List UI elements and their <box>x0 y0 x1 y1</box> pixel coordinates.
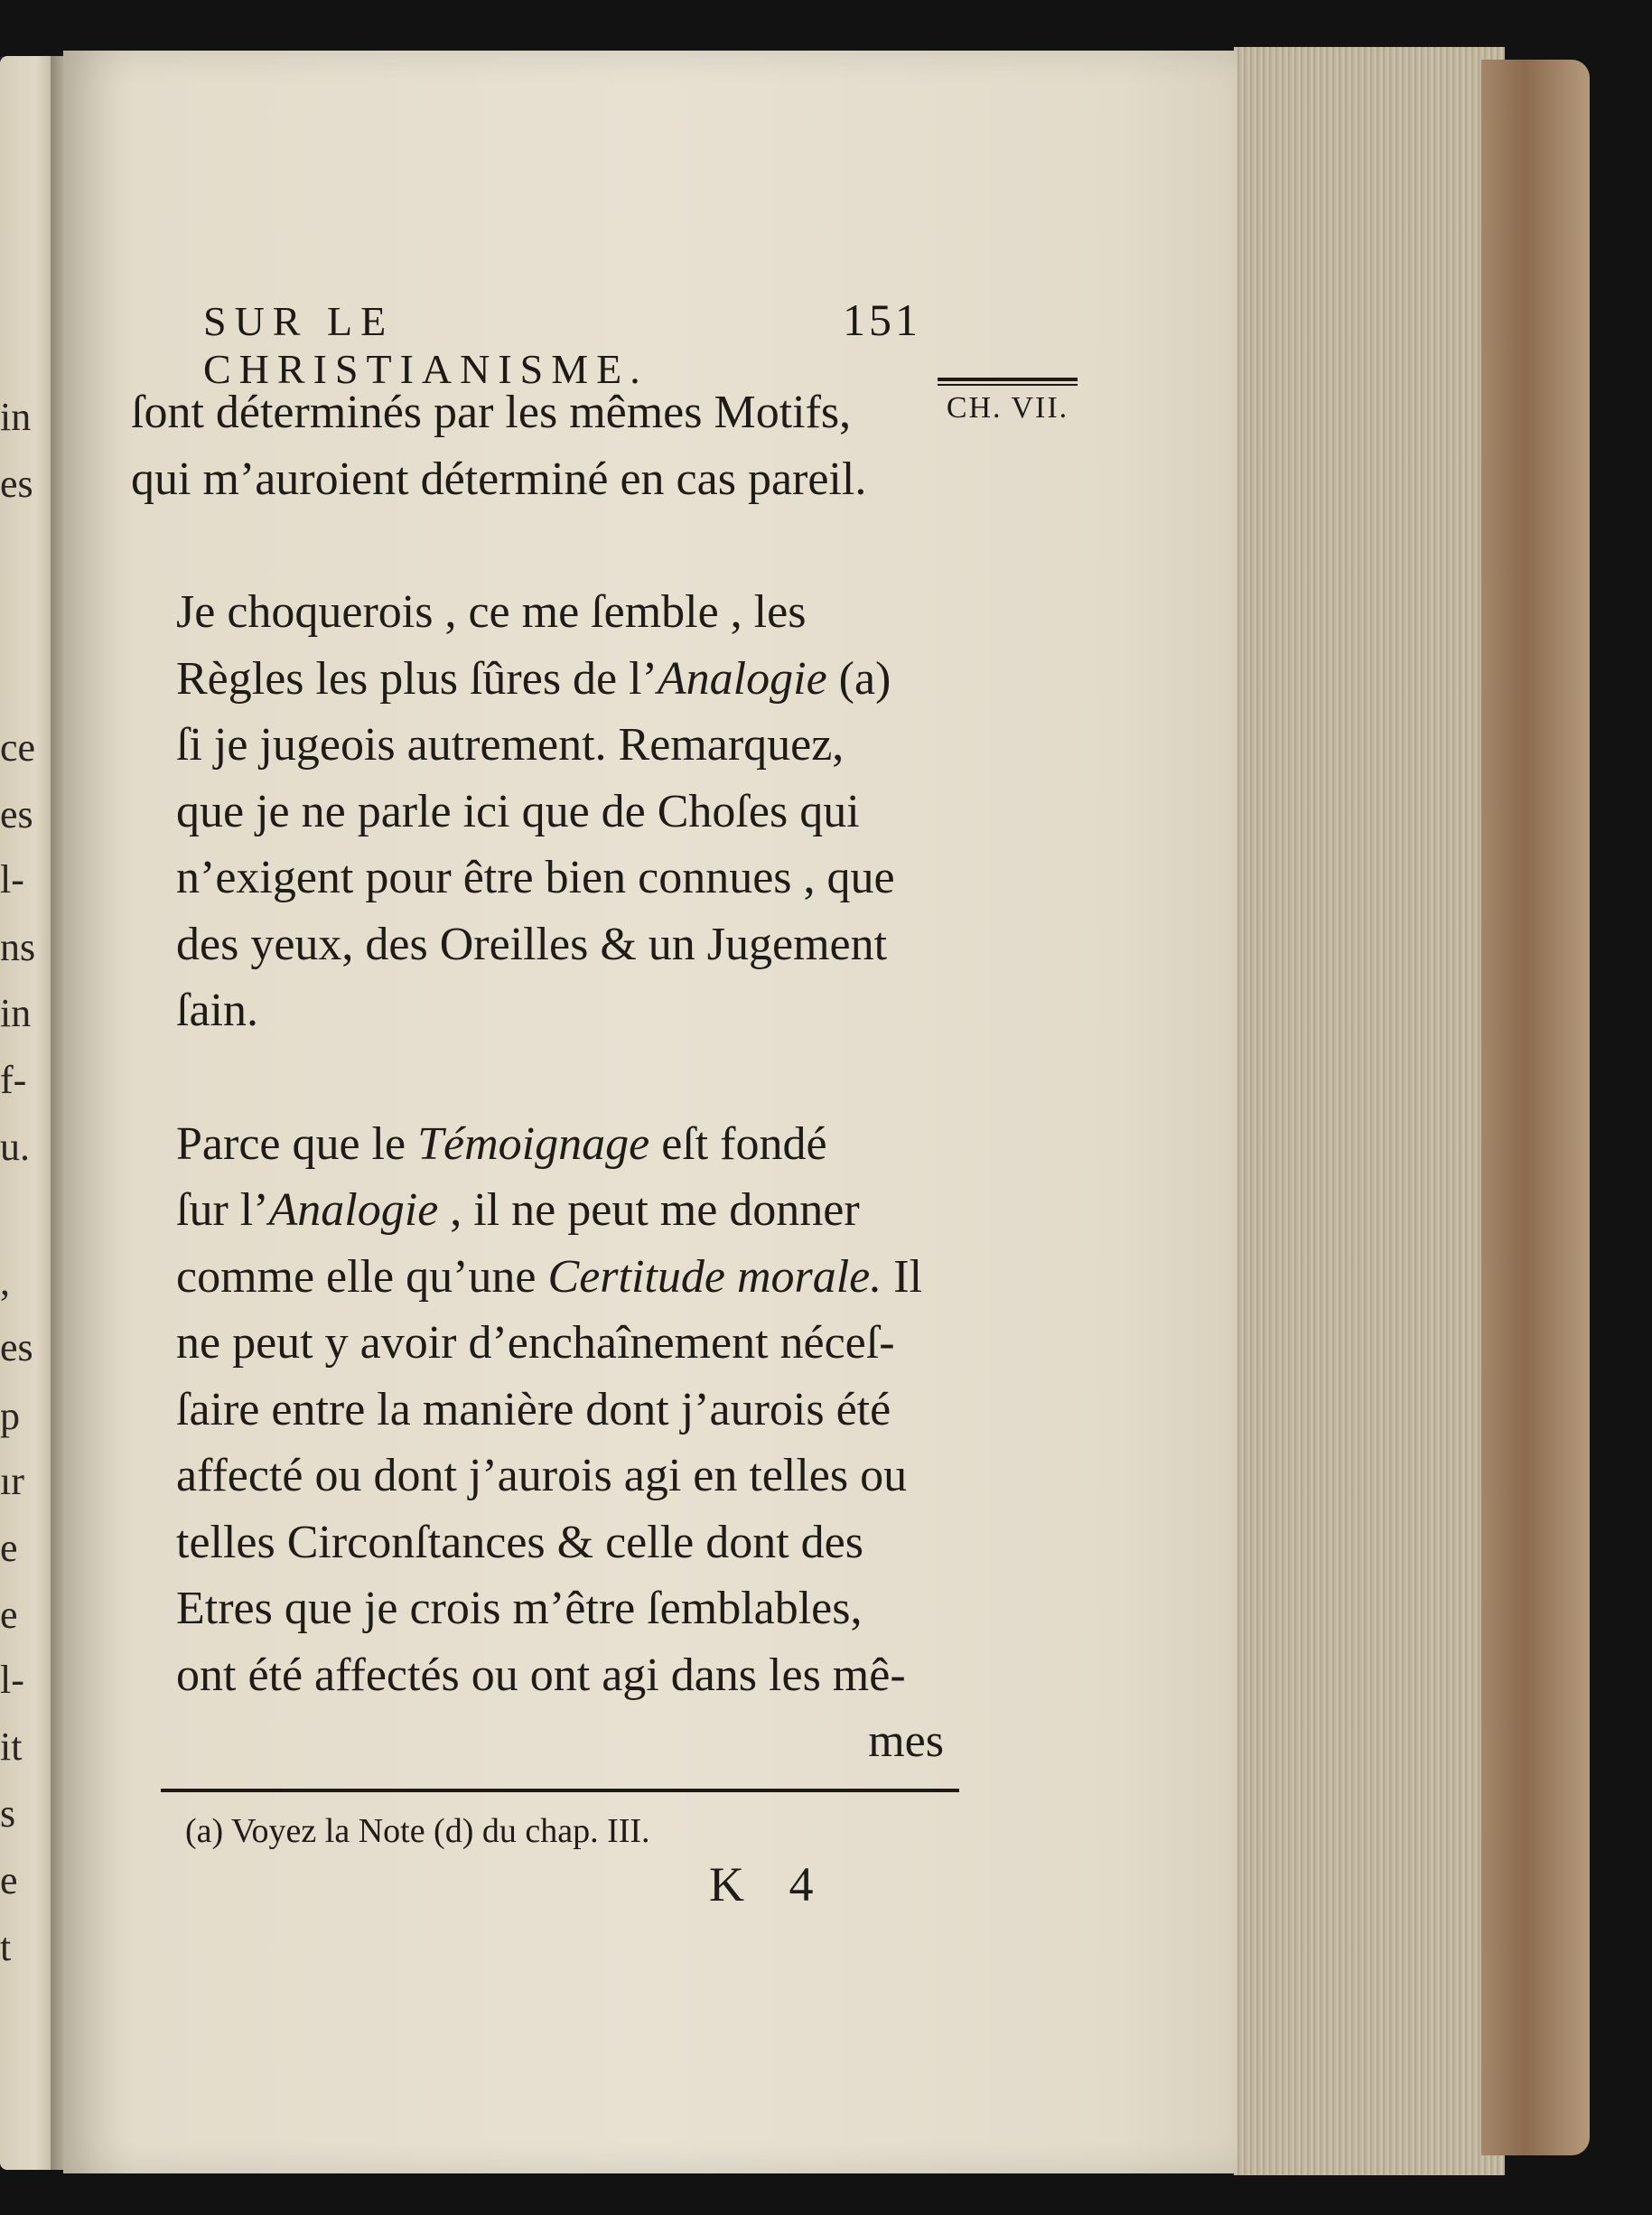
text-line: ſain. <box>176 985 258 1036</box>
previous-page-fragment: e <box>0 1593 18 1637</box>
text-line: ſaire entre la manière dont j’aurois été <box>176 1383 891 1435</box>
signature-mark: K 4 <box>709 1857 830 1911</box>
previous-page-fragment: in <box>0 991 32 1035</box>
previous-page-fragment: f- <box>0 1058 27 1102</box>
margin-rule <box>938 384 1078 386</box>
previous-page-fragment: t <box>0 1925 12 1969</box>
paragraph <box>131 379 944 512</box>
text-line: ſont déterminés par les mêmes Motifs, <box>131 387 852 438</box>
previous-page-fragment: l- <box>0 857 24 902</box>
text-line: qui m’auroient déterminé en cas pareil. <box>131 453 867 505</box>
previous-page-fragment: s <box>0 1791 16 1836</box>
margin-chapter-note <box>938 375 1078 425</box>
text-line: telles Circonſtances & celle dont des <box>176 1516 863 1568</box>
body-text <box>131 379 944 1775</box>
text-line: Etres que je crois m’être ſemblables, <box>176 1583 863 1634</box>
previous-page-fragment: e <box>0 1526 18 1570</box>
previous-page-fragment: e <box>0 1858 18 1902</box>
previous-page-fragment: es <box>0 792 33 836</box>
previous-page-fragment: l- <box>0 1658 24 1702</box>
chapter-label: CH. VII. <box>946 391 1069 425</box>
running-head <box>203 294 921 393</box>
text-line: n’exigent pour être bien connues , que <box>176 852 895 903</box>
text-line: ſi je jugeois autrement. Remarquez, <box>176 719 845 771</box>
text-line: ſur l’Analogie , il ne peut me donner <box>176 1184 860 1236</box>
text-line: ont été affectés ou ont agi dans les mê- <box>176 1649 906 1701</box>
previous-page-fragment: ns <box>0 925 36 969</box>
page-number: 151 <box>843 294 921 345</box>
previous-page-fragment: es <box>0 1325 33 1369</box>
text-line: affecté ou dont j’aurois agi en telles ou <box>176 1450 908 1501</box>
text-line: Règles les plus ſûres de l’Analogie (a) <box>176 652 891 705</box>
margin-rule <box>938 378 1078 381</box>
catchword: mes <box>868 1715 944 1767</box>
previous-page-fragment: u. <box>0 1125 30 1169</box>
text-line: Parce que le Témoignage eſt fondé <box>176 1117 827 1170</box>
previous-page-fragment: , <box>0 1259 10 1304</box>
footnote-rule <box>161 1789 959 1792</box>
text-line: des yeux, des Oreilles & un Jugement <box>176 918 888 970</box>
previous-page-fragment: it <box>0 1724 23 1769</box>
book-fore-edge <box>1234 47 1505 2175</box>
text-line: comme elle qu’une Certitude morale. Il <box>176 1250 923 1303</box>
paragraph <box>131 579 944 1044</box>
text-line: que je ne parle ici que de Choſes qui <box>176 785 860 837</box>
book-cover-board <box>1481 60 1590 2155</box>
paragraph <box>131 1111 944 1709</box>
text-line: Je choquerois , ce me ſemble , les <box>176 586 807 638</box>
previous-page-fragment: in <box>0 395 32 439</box>
previous-page-fragment: es <box>0 462 33 506</box>
previous-page-fragment: p <box>0 1394 20 1438</box>
previous-page-fragment: ır <box>0 1459 24 1503</box>
previous-page-fragment: ce <box>0 725 36 770</box>
text-line: ne peut y avoir d’enchaînement néceſ- <box>176 1317 895 1369</box>
running-head-title: SUR LE CHRISTIANISME. <box>203 298 649 392</box>
footnote: (a) Voyez la Note (d) du chap. III. <box>185 1812 650 1850</box>
